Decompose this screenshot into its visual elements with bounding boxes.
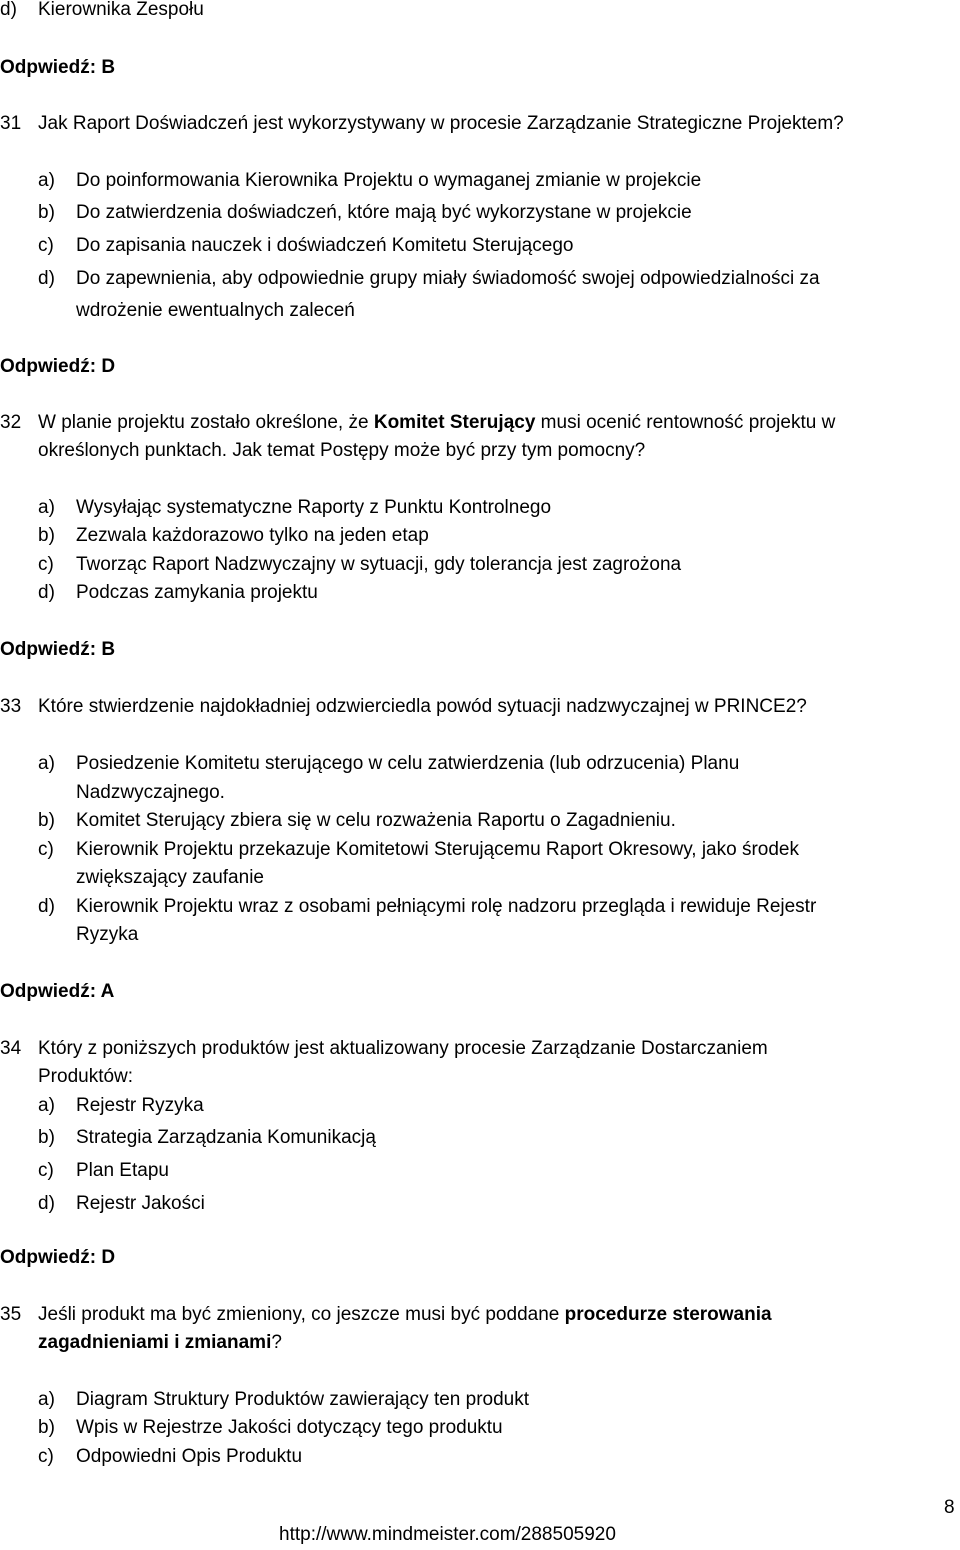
option-row (0, 752, 960, 776)
answer-label: Odpwiedź: B (0, 639, 116, 660)
option-row (0, 1416, 960, 1440)
option-continuation (0, 299, 960, 323)
option-text: Strategia Zarządzania Komunikacją (76, 1127, 376, 1148)
question-text: Który z poniższych produktów jest aktualizowany procesie Zarządzanie Dostarczaniem (38, 1038, 768, 1059)
question-text: Jeśli produkt ma być zmieniony, co jeszcze musi być poddane procedurze sterowania (38, 1304, 772, 1325)
question-number: 35 (0, 1304, 22, 1325)
question-text-cont: Produktów: (38, 1066, 134, 1087)
option-letter: b) (38, 1127, 55, 1148)
option-row (0, 169, 960, 193)
option-text: Kierownik Projektu przekazuje Komitetowi Sterującemu Raport Okresowy, jako środek (76, 839, 800, 860)
option-text: Wysyłając systematyczne Raporty z Punktu Kontrolnego (76, 497, 552, 518)
option-row (0, 553, 960, 577)
option-text: Zezwala każdorazowo tylko na jeden etap (76, 525, 429, 546)
question-32 (0, 411, 960, 435)
page-number: 8 (944, 1497, 955, 1518)
question-text: W planie projektu zostało określone, że Komitet Sterujący musi ocenić rentowność projektu w (38, 412, 836, 433)
question-number: 31 (0, 113, 22, 134)
question-31 (0, 112, 960, 136)
option-text: Podczas zamykania projektu (76, 582, 318, 603)
question-number: 32 (0, 412, 22, 433)
option-text: Diagram Struktury Produktów zawierający ten produkt (76, 1389, 530, 1410)
option-text: Do zatwierdzenia doświadczeń, które mają być wykorzystane w projekcie (76, 202, 692, 223)
option-letter: a) (38, 753, 55, 774)
option-letter: a) (38, 1389, 55, 1410)
option-letter: c) (38, 839, 54, 860)
option-row (0, 581, 960, 605)
option-letter: d) (38, 1193, 55, 1214)
option-letter: d) (0, 0, 17, 20)
answer-label: Odpwiedź: A (0, 981, 115, 1002)
answer-label: Odpwiedź: D (0, 1247, 116, 1268)
option-text: Kierownika Zespołu (38, 0, 204, 20)
question-continuation (0, 1331, 960, 1355)
option-text: Plan Etapu (76, 1160, 169, 1181)
option-row (0, 895, 960, 919)
footer-url[interactable]: http://www.mindmeister.com/288505920 (279, 1524, 616, 1545)
option-text: Komitet Sterujący zbiera się w celu rozważenia Raportu o Zagadnieniu. (76, 810, 676, 831)
option-continuation (0, 781, 960, 805)
question-number: 33 (0, 696, 22, 717)
option-letter: c) (38, 1446, 54, 1467)
answer-label: Odpwiedź: D (0, 356, 116, 377)
option-text: Rejestr Jakości (76, 1193, 205, 1214)
option-letter: a) (38, 497, 55, 518)
question-text-cont: określonych punktach. Jak temat Postępy może być przy tym pomocny? (38, 440, 646, 461)
option-row (0, 809, 960, 833)
option-text: Odpowiedni Opis Produktu (76, 1446, 303, 1467)
question-34 (0, 1037, 960, 1061)
option-letter: c) (38, 554, 54, 575)
option-row (0, 1126, 960, 1150)
option-letter: c) (38, 1160, 54, 1181)
option-row (0, 1159, 960, 1183)
option-text-cont: Nadzwyczajnego. (76, 782, 225, 803)
option-text: Posiedzenie Komitetu sterującego w celu zatwierdzenia (lub odrzucenia) Planu (76, 753, 740, 774)
option-row (0, 0, 960, 22)
option-text: Do poinformowania Kierownika Projektu o wymaganej zmianie w projekcie (76, 170, 702, 191)
question-continuation (0, 1065, 960, 1089)
option-continuation (0, 923, 960, 947)
question-keyword: zagadnieniami i zmianami (38, 1332, 272, 1353)
option-text: Do zapewnienia, aby odpowiednie grupy miały świadomość swojej odpowiedzialności za (76, 268, 820, 289)
option-letter: a) (38, 170, 55, 191)
question-number: 34 (0, 1038, 22, 1059)
option-letter: d) (38, 268, 55, 289)
question-continuation (0, 439, 960, 463)
option-row (0, 1388, 960, 1412)
option-text: Wpis w Rejestrze Jakości dotyczący tego produktu (76, 1417, 503, 1438)
option-text-cont: wdrożenie ewentualnych zaleceń (76, 300, 355, 321)
option-row (0, 234, 960, 258)
option-text: Rejestr Ryzyka (76, 1095, 204, 1116)
question-35 (0, 1303, 960, 1327)
option-row (0, 1192, 960, 1216)
option-letter: d) (38, 896, 55, 917)
option-letter: b) (38, 525, 55, 546)
option-text: Kierownik Projektu wraz z osobami pełniącymi rolę nadzoru przegląda i rewiduje Rejestr (76, 896, 817, 917)
option-row (0, 201, 960, 225)
option-text: Do zapisania nauczek i doświadczeń Komitetu Sterującego (76, 235, 574, 256)
option-text: Tworząc Raport Nadzwyczajny w sytuacji, gdy tolerancja jest zagrożona (76, 554, 682, 575)
option-text-cont: Ryzyka (76, 924, 139, 945)
question-text: Jak Raport Doświadczeń jest wykorzystywany w procesie Zarządzanie Strategiczne Projektem? (38, 113, 844, 134)
option-letter: b) (38, 1417, 55, 1438)
option-row (0, 1094, 960, 1118)
option-text-cont: zwiększający zaufanie (76, 867, 264, 888)
option-row (0, 524, 960, 548)
question-keyword: Komitet Sterujący (373, 412, 536, 433)
question-text-cont: zagadnieniami i zmianami? (38, 1332, 282, 1353)
option-letter: b) (38, 810, 55, 831)
option-letter: a) (38, 1095, 55, 1116)
option-continuation (0, 866, 960, 890)
option-letter: c) (38, 235, 54, 256)
option-row (0, 1445, 960, 1469)
option-letter: b) (38, 202, 55, 223)
question-keyword: procedurze sterowania (564, 1304, 772, 1325)
option-row (0, 838, 960, 862)
option-row (0, 267, 960, 291)
question-text: Które stwierdzenie najdokładniej odzwierciedla powód sytuacji nadzwyczajnej w PRINCE2? (38, 696, 807, 717)
option-row (0, 496, 960, 520)
option-letter: d) (38, 582, 55, 603)
question-33 (0, 695, 960, 719)
answer-label: Odpwiedź: B (0, 57, 116, 78)
